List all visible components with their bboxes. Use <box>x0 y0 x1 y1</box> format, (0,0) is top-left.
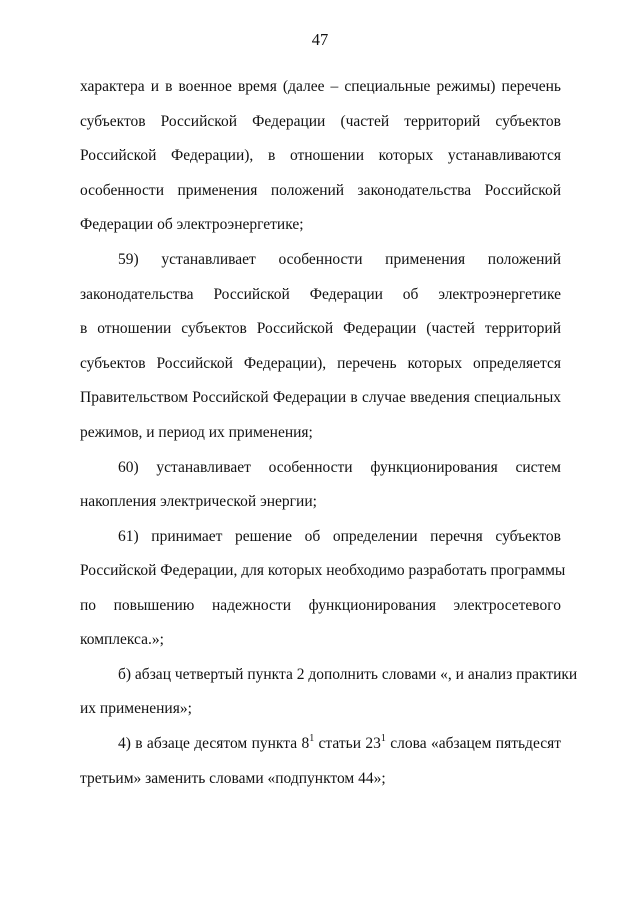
text-line: 60) устанавливает особенности функционирования систем <box>118 459 561 476</box>
text-line: законодательства Российской Федерации об электроэнергетике <box>80 286 561 303</box>
text-line: 59) устанавливает особенности применения положений <box>118 251 561 268</box>
text-line: третьим» заменить словами «подпунктом 44»; <box>80 770 386 787</box>
text-line: Правительством Российской Федерации в случае введения специальных <box>80 389 561 406</box>
text-line: Российской Федерации), в отношении которых устанавливаются <box>80 147 561 164</box>
superscript: 1 <box>380 732 386 744</box>
text-line: субъектов Российской Федерации (частей территорий субъектов <box>80 113 561 130</box>
text-fragment: слова «абзацем пятьдесят <box>385 735 561 752</box>
page-number: 47 <box>311 30 329 49</box>
text-line: субъектов Российской Федерации), перечень которых определяется <box>80 355 561 372</box>
text-line: б) абзац четвертый пункта 2 дополнить словами «, и анализ практики <box>118 666 578 683</box>
text-line: Федерации об электроэнергетике; <box>80 216 304 233</box>
text-line: Российской Федерации, для которых необходимо разработать программы <box>80 562 566 579</box>
text-line: по повышению надежности функционирования электросетевого <box>80 597 561 614</box>
text-line: их применения»; <box>80 700 192 717</box>
text-line: комплекса.»; <box>80 631 164 648</box>
text-fragment: статьи 23 <box>314 735 381 752</box>
text-line: особенности применения положений законодательства Российской <box>80 182 561 199</box>
text-line <box>118 732 561 753</box>
text-line: 61) принимает решение об определении перечня субъектов <box>118 528 561 545</box>
text-line: характера и в военное время (далее – специальные режимы) перечень <box>80 78 561 95</box>
text-line: режимов, и период их применения; <box>80 424 313 441</box>
text-line: в отношении субъектов Российской Федерации (частей территорий <box>80 320 561 337</box>
text-line: накопления электрической энергии; <box>80 493 317 510</box>
text-fragment: 4) в абзаце десятом пункта 8 <box>118 735 310 752</box>
superscript: 1 <box>309 732 315 744</box>
